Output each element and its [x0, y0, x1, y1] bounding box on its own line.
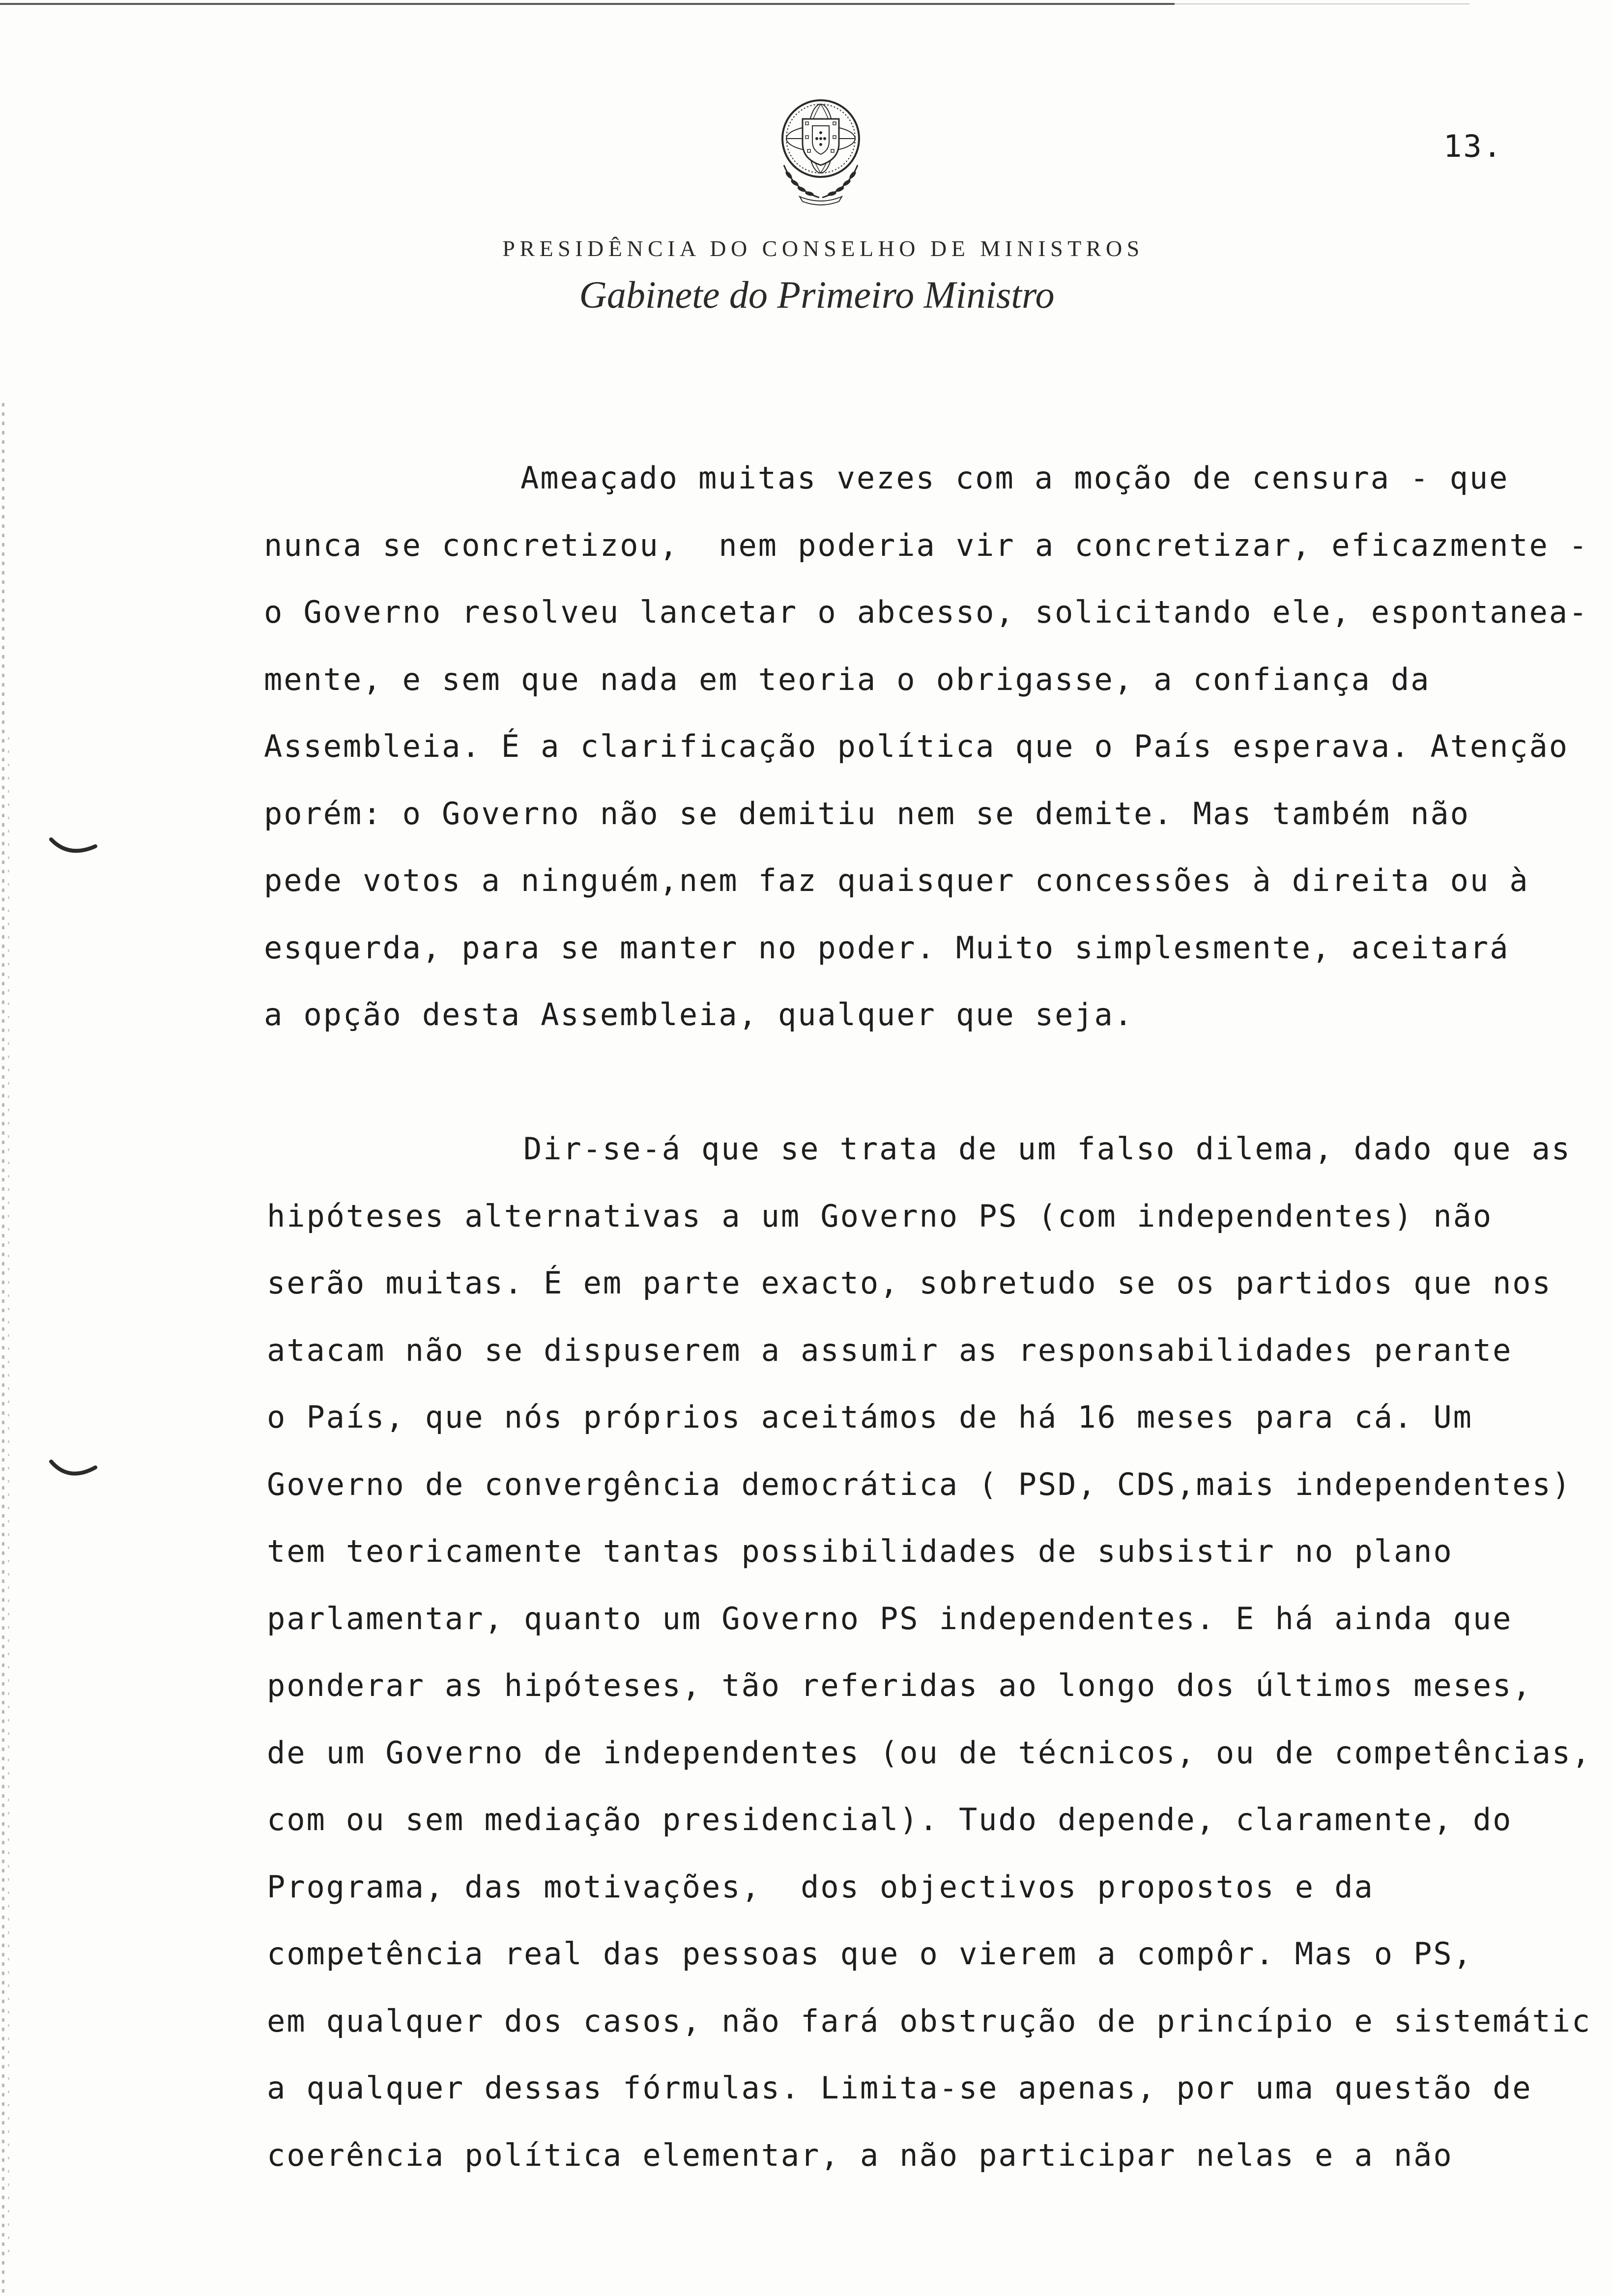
text-line: serão muitas. É em parte exacto, sobretudo se os partidos que nos [267, 1265, 1552, 1301]
institution-heading: PRESIDÊNCIA DO CONSELHO DE MINISTROS [502, 236, 1144, 261]
punch-hole-mark [49, 835, 98, 865]
national-crest-icon [769, 96, 872, 205]
text-line: parlamentar, quanto um Governo PS independentes. E há ainda que [267, 1600, 1513, 1636]
text-line: tem teoricamente tantas possibilidades de subsistir no plano [267, 1533, 1453, 1569]
text-line: pede votos a ninguém,nem faz quaisquer concessões à direita ou à [264, 862, 1529, 898]
page-number: 13. [1443, 128, 1503, 164]
text-line: com ou sem mediação presidencial). Tudo depende, claramente, do [267, 1802, 1513, 1837]
paragraph-1 [264, 445, 1611, 1049]
text-line: em qualquer dos casos, não fará obstrução de princípio e sistemátic [267, 2003, 1592, 2039]
top-rule-faint [1175, 3, 1469, 4]
office-subheading: Gabinete do Primeiro Ministro [579, 273, 1055, 316]
paragraph-2 [267, 1116, 1612, 2189]
text-line: mente, e sem que nada em teoria o obrigasse, a confiança da [264, 661, 1431, 697]
text-line: Dir-se-á que se trata de um falso dilema, dado que as [523, 1131, 1572, 1167]
text-line: o Governo resolveu lancetar o abcesso, solicitando ele, espontanea- [264, 594, 1589, 630]
text-line: Programa, das motivações, dos objectivos propostos e da [267, 1868, 1374, 1905]
scan-edge-artifact [2, 403, 4, 2295]
text-line: a opção desta Assembleia, qualquer que seja. [264, 997, 1134, 1033]
text-line: Assembleia. É a clarificação política que o País esperava. Atenção [264, 728, 1569, 764]
top-rule [0, 3, 1175, 5]
text-line: competência real das pessoas que o vierem a compôr. Mas o PS, [267, 1936, 1473, 1972]
text-line: a qualquer dessas fórmulas. Limita-se apenas, por uma questão de [267, 2070, 1532, 2106]
text-line: esquerda, para se manter no poder. Muito simplesmente, aceitará [264, 929, 1510, 966]
text-line: de um Governo de independentes (ou de técnicos, ou de competências, [267, 1734, 1592, 1771]
text-line: nunca se concretizou, nem poderia vir a concretizar, eficazmente - [264, 527, 1589, 563]
text-line: ponderar as hipóteses, tão referidas ao longo dos últimos meses, [267, 1667, 1532, 1703]
scan-edge-artifact [8, 737, 9, 2261]
text-line: hipóteses alternativas a um Governo PS (com independentes) não [267, 1198, 1493, 1234]
text-line: o País, que nós próprios aceitámos de há 16 meses para cá. Um [267, 1399, 1473, 1435]
punch-hole-mark [49, 1459, 98, 1488]
text-line: atacam não se dispuserem a assumir as responsabilidades perante [267, 1332, 1513, 1368]
text-line: Governo de convergência democrática ( PSD, CDS,mais independentes) [267, 1466, 1572, 1502]
text-line: coerência política elementar, a não participar nelas e a não [267, 2137, 1453, 2173]
text-line: porém: o Governo não se demitiu nem se demite. Mas também não [264, 795, 1470, 832]
text-line: Ameaçado muitas vezes com a moção de censura - que [520, 460, 1509, 496]
